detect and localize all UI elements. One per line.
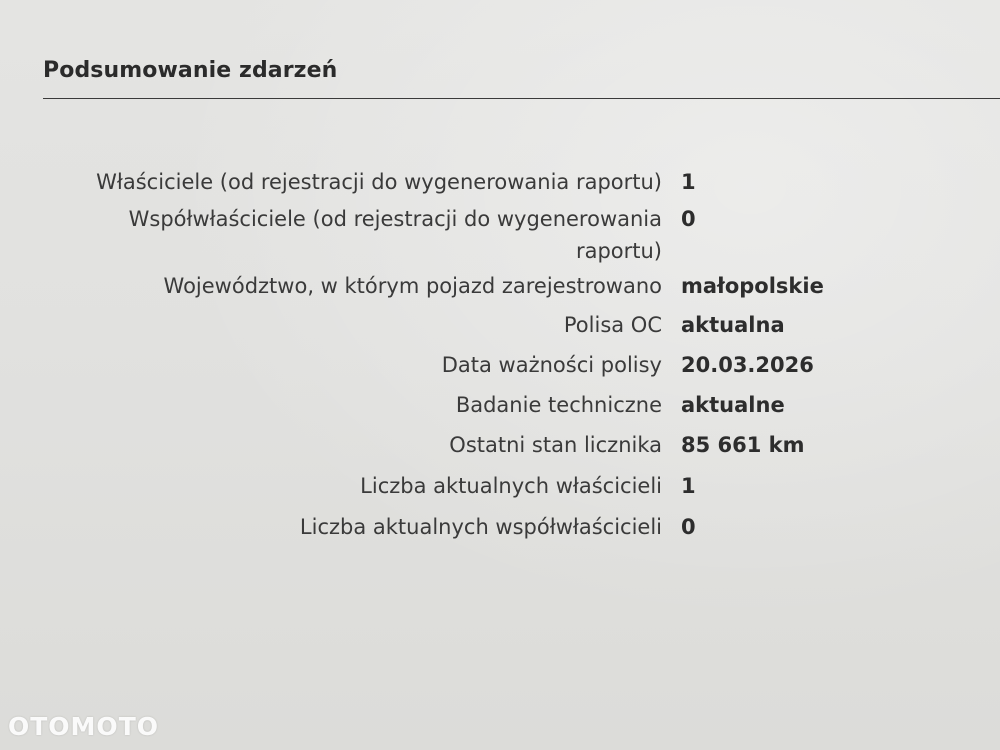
summary-value: aktualna (681, 313, 785, 337)
summary-value: 85 661 km (681, 433, 805, 457)
summary-value: małopolskie (681, 274, 824, 298)
summary-value: 1 (681, 474, 696, 498)
summary-label: Województwo, w którym pojazd zarejestrowano (163, 274, 662, 298)
summary-value: 20.03.2026 (681, 353, 814, 377)
section-title: Podsumowanie zdarzeń (43, 58, 338, 83)
summary-label: Badanie techniczne (455, 393, 662, 417)
summary-label: Polisa OC (563, 313, 662, 337)
summary-value: 0 (681, 207, 696, 231)
summary-label: Liczba aktualnych współwłaścicieli (299, 515, 662, 539)
summary-value: 0 (681, 515, 696, 539)
summary-value: aktualne (681, 393, 785, 417)
summary-label: Właściciele (od rejestracji do wygenerowania raportu) (96, 170, 662, 194)
otomoto-watermark: OTOMOTO (8, 712, 159, 741)
summary-label: Data ważności polisy (441, 353, 662, 377)
summary-label: Współwłaściciele (od rejestracji do wygenerowania raportu) (128, 207, 662, 263)
title-divider (43, 98, 1000, 99)
summary-label: Liczba aktualnych właścicieli (360, 474, 662, 498)
summary-value: 1 (681, 170, 696, 194)
summary-label: Ostatni stan licznika (449, 433, 662, 457)
